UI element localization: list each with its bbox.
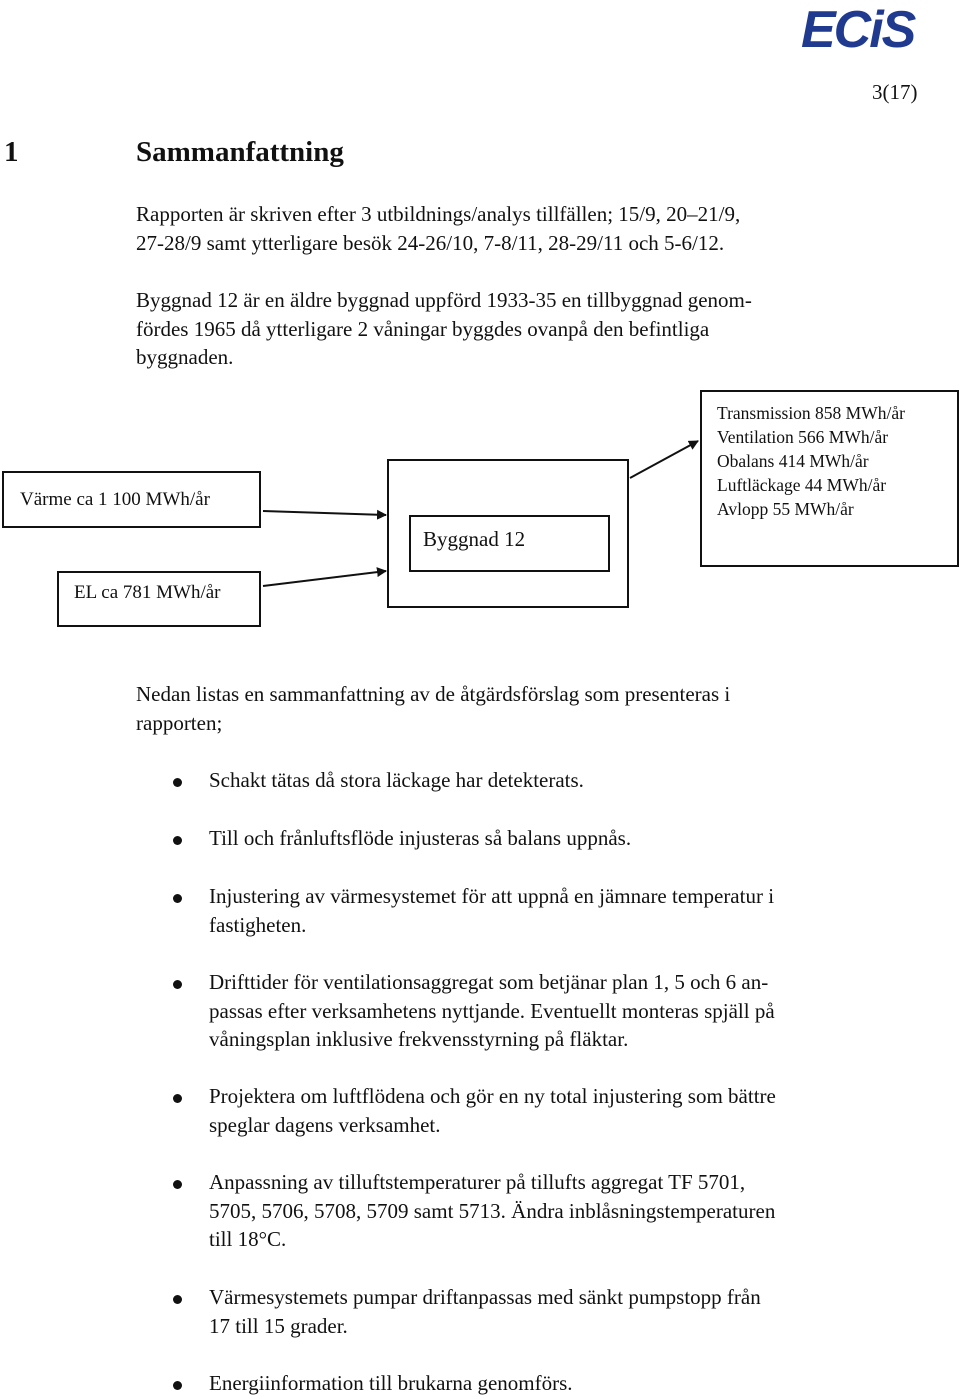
list-item <box>209 1082 889 1139</box>
list-item-line: Till och frånluftsflöde injusteras så balans uppnås. <box>209 826 632 850</box>
paragraph-intro <box>136 680 896 737</box>
page-number: 3(17) <box>872 80 918 104</box>
heat-arrow <box>263 511 386 515</box>
building-label: Byggnad 12 <box>423 527 526 551</box>
list-item <box>209 824 889 853</box>
paragraph-line: rapporten; <box>136 710 223 735</box>
list-item-line: Energiinformation till brukarna genomförs. <box>209 1371 573 1395</box>
list-item-line: våningsplan inklusive frekvensstyrning på fläktar. <box>209 1027 629 1051</box>
paragraph-line: fördes 1965 då ytterligare 2 våningar byggdes ovanpå den befintliga <box>136 316 710 341</box>
bullet-dot-icon <box>173 1295 182 1304</box>
list-item-line: Injustering av värmesystemet för att uppnå en jämnare temperatur i <box>209 884 775 908</box>
list-item-line: fastigheten. <box>209 912 307 937</box>
paragraph-line: Rapporten är skriven efter 3 utbildnings/analys tillfällen; 15/9, 20–21/9, <box>136 202 741 226</box>
list-item <box>209 968 889 1054</box>
list-item-line: Värmesystemets pumpar driftanpassas med sänkt pumpstopp från <box>209 1285 761 1309</box>
list-item-line: speglar dagens verksamhet. <box>209 1112 441 1137</box>
bullet-dot-icon <box>173 836 182 845</box>
logo-text: ECiS <box>801 2 915 52</box>
heat-input-label: Värme ca 1 100 MWh/år <box>20 489 210 510</box>
list-item-line: 17 till 15 grader. <box>209 1313 348 1338</box>
bullet-dot-icon <box>173 1381 182 1390</box>
list-item <box>209 1369 889 1398</box>
section-title: Sammanfattning <box>136 136 344 168</box>
el-arrow <box>263 571 386 586</box>
output-item-obalans: Obalans 414 MWh/år <box>717 451 869 471</box>
output-arrow <box>630 441 698 478</box>
list-item-line: 5705, 5706, 5708, 5709 samt 5713. Ändra inblåsningstemperaturen <box>209 1198 776 1223</box>
list-item-line: passas efter verksamhetens nyttjande. Eventuellt monteras spjäll på <box>209 998 775 1023</box>
list-item-line: Projektera om luftflödena och gör en ny total injustering som bättre <box>209 1084 776 1108</box>
paragraph-line: Nedan listas en sammanfattning av de åtgärdsförslag som presenteras i <box>136 682 731 706</box>
output-item-ventilation: Ventilation 566 MWh/år <box>717 427 889 447</box>
paragraph-line: byggnaden. <box>136 345 234 369</box>
bullet-dot-icon <box>173 894 182 903</box>
list-item-line: Anpassning av tilluftstemperaturer på tillufts aggregat TF 5701, <box>209 1170 746 1194</box>
list-item-line: Drifttider för ventilationsaggregat som betjänar plan 1, 5 och 6 an- <box>209 970 769 994</box>
paragraph-line: Byggnad 12 är en äldre byggnad uppförd 1933-35 en tillbyggnad genom- <box>136 288 752 312</box>
output-item-luftlackage: Luftläckage 44 MWh/år <box>717 475 887 495</box>
list-item <box>209 766 889 795</box>
output-item-transmission: Transmission 858 MWh/år <box>717 403 905 423</box>
section-number: 1 <box>4 136 19 168</box>
el-input-label: EL ca 781 MWh/år <box>74 582 221 603</box>
list-item-line: Schakt tätas då stora läckage har detekterats. <box>209 768 584 792</box>
list-item <box>209 1168 889 1254</box>
bullet-dot-icon <box>173 1180 182 1189</box>
output-item-avlopp: Avlopp 55 MWh/år <box>717 499 854 519</box>
bullet-dot-icon <box>173 778 182 787</box>
list-item-line: till 18°C. <box>209 1227 287 1251</box>
list-item <box>209 1283 889 1340</box>
bullet-dot-icon <box>173 1094 182 1103</box>
paragraph-line: 27-28/9 samt ytterligare besök 24-26/10, 7-8/11, 28-29/11 och 5-6/12. <box>136 230 725 255</box>
bullet-dot-icon <box>173 980 182 989</box>
list-item <box>209 882 889 939</box>
